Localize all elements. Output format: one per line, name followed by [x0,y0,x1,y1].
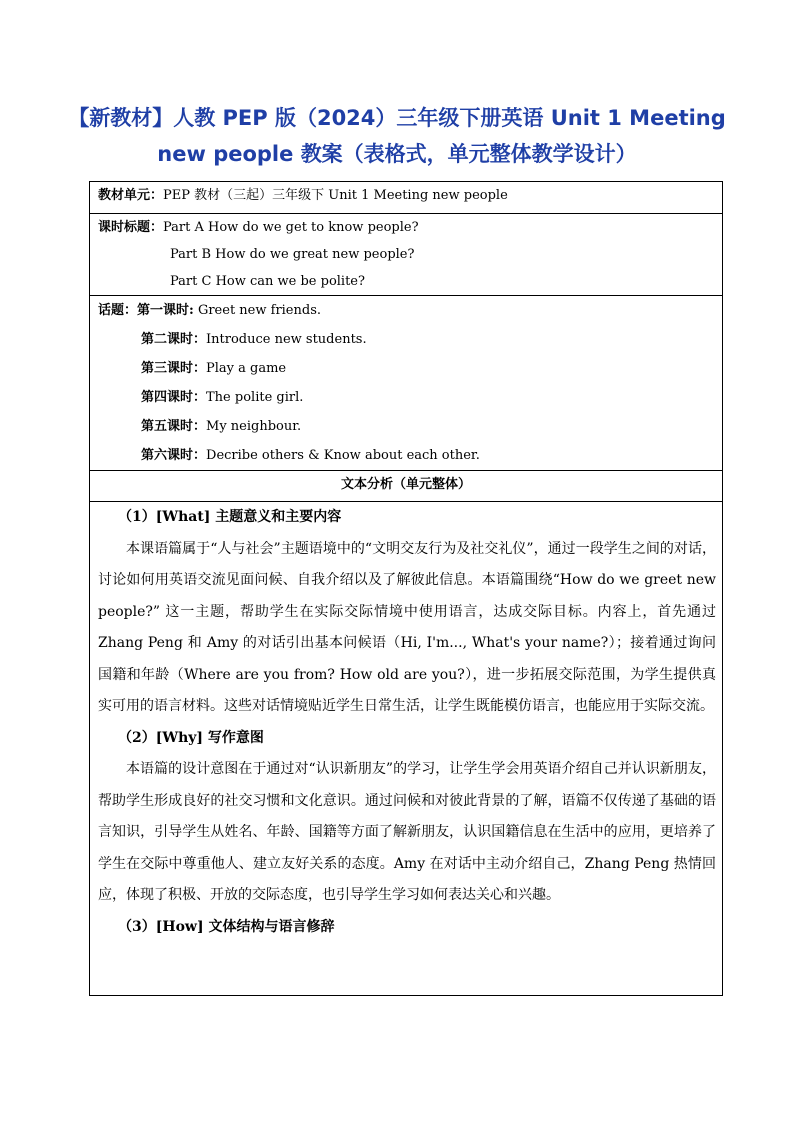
analysis-heading-row [90,471,723,502]
how-heading: （3）[How] 文体结构与语言修辞 [118,918,335,935]
topic-period-6: 第六课时： [141,448,207,463]
unit-row [90,182,723,214]
topic-text-6: Decribe others & Know about each other. [206,448,480,463]
unit-value: PEP 教材（三起）三年级下 Unit 1 Meeting new people [163,188,508,203]
analysis-heading: 文本分析（单元整体） [90,471,723,502]
document-title [40,100,754,172]
topic-text-1: Greet new friends. [193,303,322,318]
unit-label: 教材单元： [98,188,164,203]
topic-period-1: 第一课时: [137,303,194,318]
analysis-body-row [90,502,723,996]
topics-row [90,296,723,471]
topic-text-5: My neighbour. [206,419,302,434]
lesson-title-label: 课时标题： [98,220,164,235]
topic-text-4: The polite girl. [206,390,304,405]
topic-period-2: 第二课时： [141,332,207,347]
lesson-plan-table [89,181,723,996]
topics-label: 话题： [98,303,138,318]
topic-text-2: Introduce new students. [206,332,367,347]
title-line-2: new people 教案（表格式，单元整体教学设计） [157,142,637,166]
lesson-part-a: Part A How do we get to know people? [163,220,419,235]
why-heading: （2）[Why] 写作意图 [118,729,264,746]
lesson-part-c: Part C How can we be polite? [170,274,365,289]
what-paragraph: 本课语篇属于“人与社会”主题语境中的“文明交友行为及社交礼仪”，通过一段学生之间的对话，讨论如何用英语交流见面问候、自我介绍以及了解彼此信息。本语篇围绕“How do we greet new people?” 这一主题，帮助学生在实际交际情境中使用语言，达成交际目标。内容上，首先通过 Zhang Peng 和 Amy 的对话引出基本问候语（Hi, I'm..., What's your name?）；接着通过询问国籍和年龄（Where are you from? How old are you?），进一步拓展交际范围，为学生提供真实可用的语言材料。这些对话情境贴近学生日常生活，让学生既能模仿语言，也能应用于实际交流。 [98,540,716,714]
what-heading: （1）[What] 主题意义和主要内容 [118,509,342,525]
topic-period-5: 第五课时： [141,419,207,434]
lesson-title-row [90,214,723,296]
topic-period-3: 第三课时： [141,361,207,376]
topic-period-4: 第四课时： [141,390,207,405]
title-line-1: 【新教材】人教 PEP 版（2024）三年级下册英语 Unit 1 Meeting [68,106,726,130]
lesson-part-b: Part B How do we great new people? [170,247,415,262]
why-paragraph: 本语篇的设计意图在于通过对“认识新朋友”的学习，让学生学会用英语介绍自己并认识新朋友，帮助学生形成良好的社交习惯和文化意识。通过问候和对彼此背景的了解，语篇不仅传递了基础的语言知识，引导学生从姓名、年龄、国籍等方面了解新朋友，认识国籍信息在生活中的应用，更培养了学生在交际中尊重他人、建立友好关系的态度。Amy 在对话中主动介绍自己，Zhang Peng 热情回应，体现了积极、开放的交际态度，也引导学生学习如何表达关心和兴趣。 [98,761,716,903]
topic-text-3: Play a game [206,361,287,376]
